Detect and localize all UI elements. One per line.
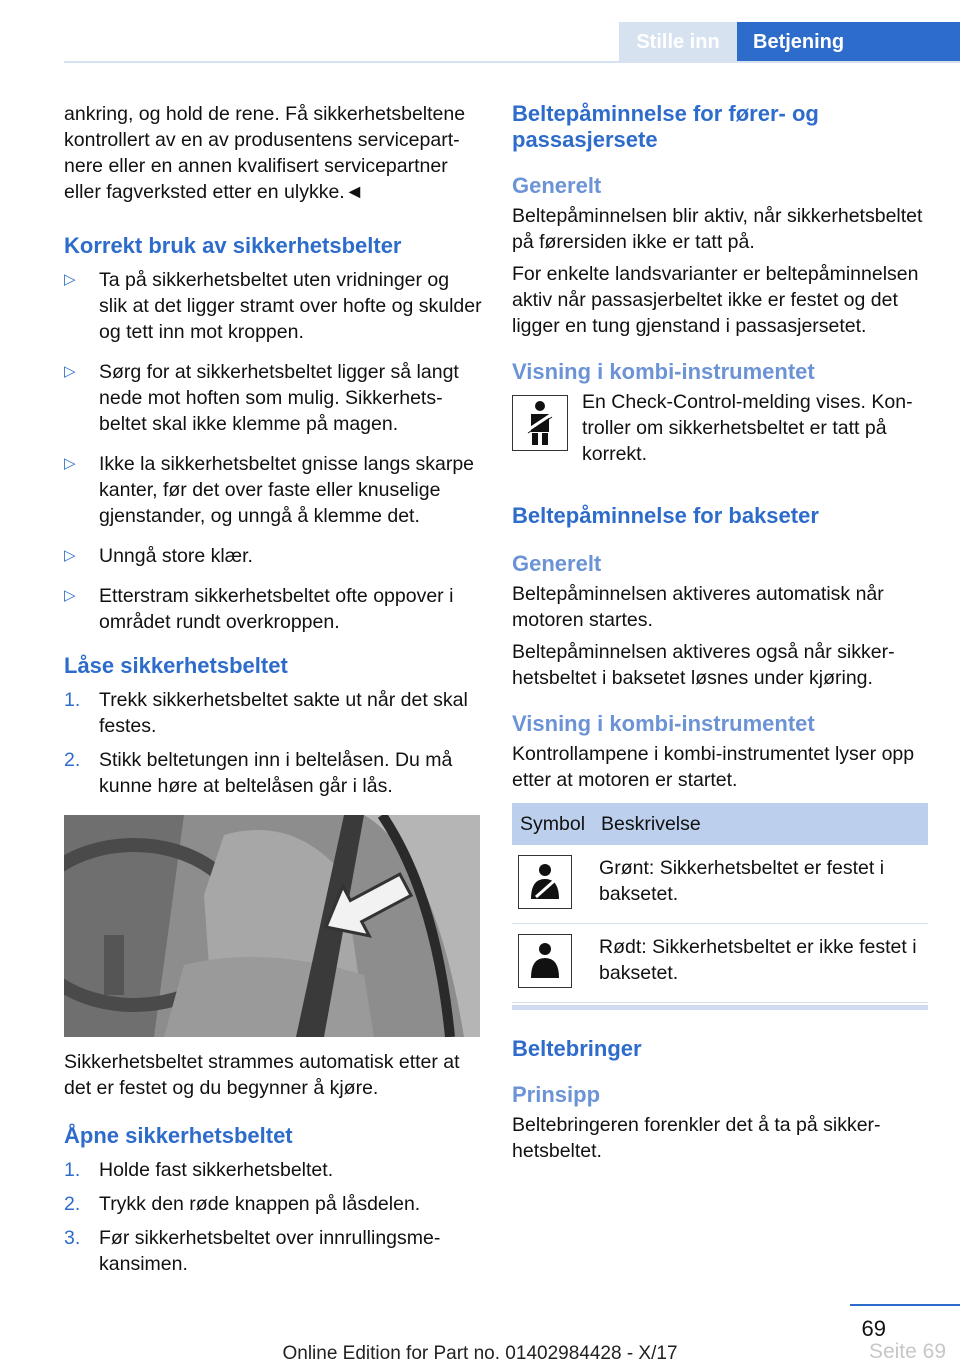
intro-paragraph: ankring, og hold de rene. Få sikkerhetsbeltene kontrollert av en av produsentens servicepartnere eller en annen kvalifisert servicepartner eller fagverksted etter en ulykke.◄: [64, 103, 466, 203]
list-item: 2. Trykk den røde knappen på låsdelen.: [64, 1193, 421, 1215]
subheading-generelt-1: Generelt: [512, 173, 602, 198]
heading-beltebringer: Beltebringer: [512, 1036, 642, 1061]
visning-2-paragraph: Kontrollampene i kombi-instrumentet lyser opp etter at motoren er startet.: [512, 743, 915, 791]
header-divider: [64, 61, 960, 63]
heading-korrekt-bruk: Korrekt bruk av sikkerhetsbelter: [64, 233, 402, 258]
page-number-rule: [850, 1304, 960, 1306]
heading-lase: Låse sikkerhetsbeltet: [64, 653, 288, 678]
tab-stille-inn[interactable]: Stille inn: [619, 22, 737, 62]
triangle-bullet-icon: ▷: [64, 363, 76, 380]
list-item: 3. Før sikkerhetsbeltet over innrullingsmekansimen.: [64, 1227, 441, 1275]
col-header-beskrivelse: Beskrivelse: [593, 803, 928, 845]
seatbelt-photo: [64, 815, 480, 1037]
table-bottom-rule: [512, 1005, 928, 1010]
page-number: 69: [861, 1316, 886, 1341]
subheading-visning-1: Visning i kombi-instrumentet: [512, 359, 815, 384]
triangle-bullet-icon: ▷: [64, 587, 76, 604]
generelt-1-paragraph-b: For enkelte landsvarianter er beltepåminnelsen aktiv når passasjerbeltet ikke er festet og det ligger en tung gjenstand i passasjersetet.: [512, 263, 919, 337]
heading-apne: Åpne sikkerhetsbeltet: [64, 1123, 293, 1148]
list-item: ▷ Unngå store klær.: [64, 545, 253, 567]
page-header: [0, 0, 960, 62]
col-header-symbol: Symbol: [512, 803, 593, 845]
generelt-2-paragraph-a: Beltepåminnelsen aktiveres automatisk når motoren startes.: [512, 583, 884, 631]
table-row: [512, 924, 928, 1003]
subheading-generelt-2: Generelt: [512, 551, 602, 576]
list-item: 1. Holde fast sikkerhetsbeltet.: [64, 1159, 334, 1181]
list-item: 1. Trekk sikkerhetsbeltet sakte ut når det skal festes.: [64, 689, 468, 737]
seatbelt-warning-icon: [512, 395, 568, 451]
heading-bakseter: Beltepåminnelse for bakseter: [512, 503, 819, 528]
right-column: [512, 101, 928, 1170]
list-item: 2. Stikk beltetungen inn i beltelåsen. Du må kunne høre at beltelåsen går i lås.: [64, 749, 453, 797]
generelt-2-paragraph-b: Beltepåminnelsen aktiveres også når sikkerhetsbeltet i baksetet løsnes under kjøring.: [512, 641, 895, 689]
row-desc: Grønt: Sikkerhetsbeltet er festet i baksetet.: [593, 845, 928, 924]
table-row: [512, 845, 928, 924]
korrekt-bruk-list: [64, 267, 482, 635]
list-item: ▷ Sørg for at sikkerhetsbeltet ligger så langt nede mot hoften som mulig. Sikkerhetsbeltet skal ikke klemme på magen.: [64, 361, 459, 435]
triangle-bullet-icon: ▷: [64, 271, 76, 288]
generelt-1-paragraph-a: Beltepåminnelsen blir aktiv, når sikkerhetsbeltet på førersiden ikke er tatt på.: [512, 205, 923, 253]
triangle-bullet-icon: ▷: [64, 455, 76, 472]
subheading-prinsipp: Prinsipp: [512, 1082, 601, 1107]
list-item: ▷ Etterstram sikkerhetsbeltet ofte oppover i området rundt overkroppen.: [64, 585, 454, 633]
prinsipp-paragraph: Beltebringeren forenkler det å ta på sikkerhetsbeltet.: [512, 1114, 881, 1162]
belt-unfastened-icon: [518, 934, 572, 988]
visning-1-paragraph: En Check-Control-melding vises. Kontroller om sikkerhetsbeltet er tatt på korrekt.: [582, 391, 913, 465]
list-item: ▷ Ikke la sikkerhetsbeltet gnisse langs skarpe kanter, før det over faste eller knuselige gjenstander, og unngå å klemme det.: [64, 453, 475, 527]
heading-forer-passasjer: Beltepåminnelse for fører- og passasjersete: [512, 101, 819, 152]
tab-betjening[interactable]: Betjening: [737, 22, 960, 62]
symbol-table: [512, 803, 928, 1003]
footer-watermark: Seite 69: [868, 1340, 946, 1363]
triangle-bullet-icon: ▷: [64, 547, 76, 564]
subheading-visning-2: Visning i kombi-instrumentet: [512, 711, 815, 736]
list-item: ▷ Ta på sikkerhetsbeltet uten vridninger og slik at det ligger stramt over hofte og skulder og tett inn mot kroppen.: [64, 269, 482, 343]
left-column: [64, 101, 482, 1285]
row-desc: Rødt: Sikkerhetsbeltet er ikke festet i baksetet.: [593, 924, 928, 1003]
lase-steps: [64, 687, 482, 799]
check-control-row: [512, 389, 928, 473]
belt-fastened-icon: [518, 855, 572, 909]
apne-steps: [64, 1157, 482, 1277]
photo-caption: Sikkerhetsbeltet strammes automatisk etter at det er festet og du begynner å kjøre.: [64, 1051, 460, 1099]
edition-footer: Online Edition for Part no. 01402984428 - X/17: [282, 1343, 678, 1364]
